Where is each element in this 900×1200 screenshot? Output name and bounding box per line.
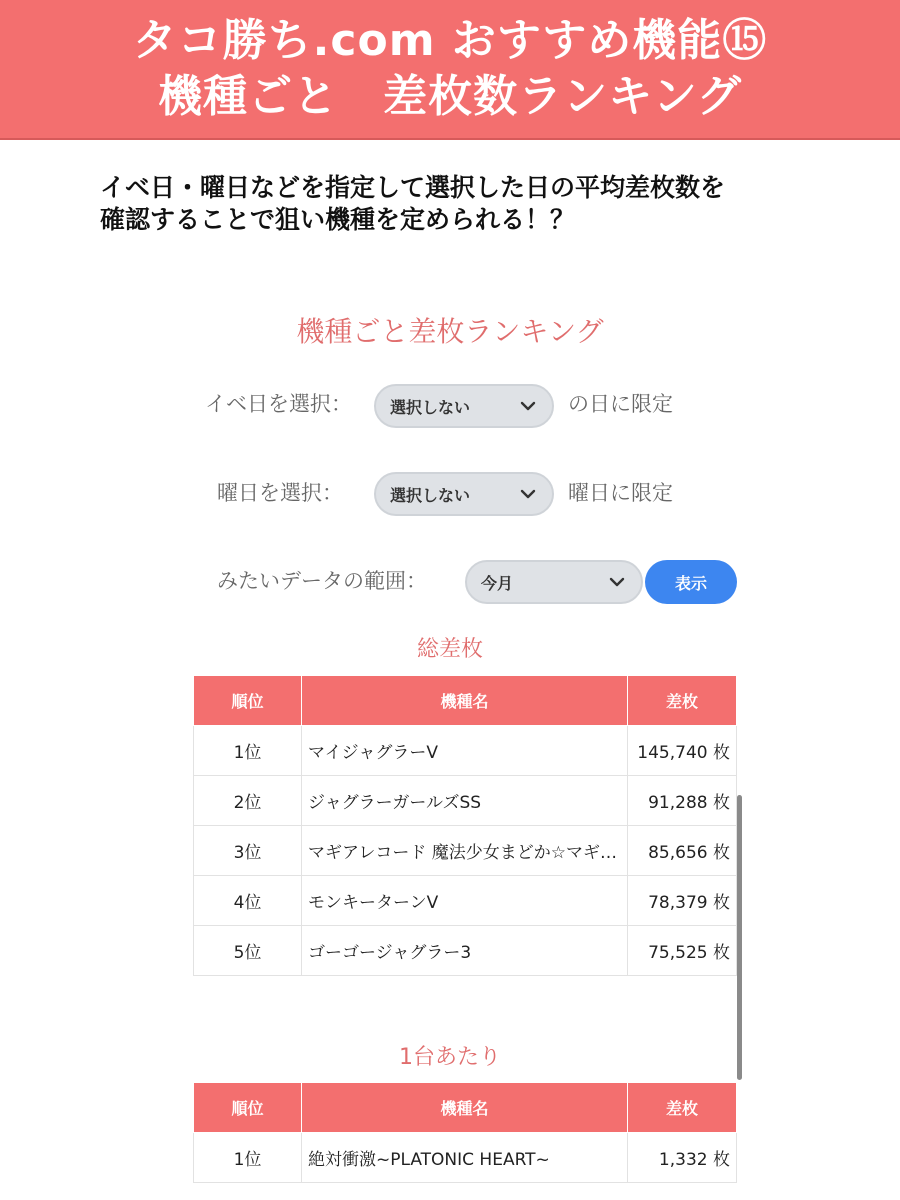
header-rank[interactable]: 順位	[194, 1083, 302, 1133]
machine-name-cell: ゴーゴージャグラー3	[302, 926, 628, 976]
weekday-select[interactable]	[374, 472, 554, 516]
per-unit-title: 1台あたり	[399, 1045, 501, 1070]
banner-title-line-2: 機種ごと 差枚数ランキング	[158, 71, 742, 122]
event-day-select[interactable]	[374, 384, 554, 428]
rank-cell: 5位	[194, 926, 302, 976]
ranking-title: 機種ごと差枚ランキング	[296, 315, 604, 348]
show-button[interactable]: 表示	[645, 560, 737, 604]
header-diff[interactable]: 差枚	[628, 676, 737, 726]
total-diff-title: 総差枚	[416, 637, 483, 662]
table-row[interactable]	[194, 926, 737, 976]
weekday-select-value: 選択しない	[390, 485, 471, 505]
table-row[interactable]	[194, 1133, 737, 1183]
weekday-suffix: 曜日に限定	[568, 481, 673, 505]
intro-text	[100, 172, 820, 236]
diff-cell: 91,288 枚	[628, 776, 737, 826]
header-machine-name[interactable]: 機種名	[302, 676, 628, 726]
table-row[interactable]	[194, 826, 737, 876]
machine-name-cell: マギアレコード 魔法少女まどか☆マギ…	[302, 826, 628, 876]
data-range-label: みたいデータの範囲：	[217, 569, 427, 593]
machine-name-cell: モンキーターンV	[302, 876, 628, 926]
machine-name-cell: 絶対衝激~PLATONIC HEART~	[302, 1133, 628, 1183]
header-machine-name[interactable]: 機種名	[302, 1083, 628, 1133]
table-header-row	[194, 676, 737, 726]
weekday-label: 曜日を選択：	[217, 481, 343, 505]
scrollbar[interactable]	[737, 795, 742, 1080]
diff-cell: 78,379 枚	[628, 876, 737, 926]
intro-line-1: イベ日・曜日などを指定して選択した日の平均差枚数を	[100, 173, 726, 202]
event-day-label: イベ日を選択：	[205, 392, 352, 416]
chevron-down-icon	[607, 572, 627, 592]
data-range-select-value: 今月	[481, 573, 514, 593]
table-row[interactable]	[194, 776, 737, 826]
diff-cell: 85,656 枚	[628, 826, 737, 876]
diff-cell: 75,525 枚	[628, 926, 737, 976]
rank-cell: 1位	[194, 1133, 302, 1183]
intro-line-2: 確認することで狙い機種を定められる！？	[100, 205, 576, 234]
data-range-select[interactable]	[465, 560, 643, 604]
table-header-row	[194, 1083, 737, 1133]
total-diff-table	[193, 675, 737, 976]
chevron-down-icon	[518, 396, 538, 416]
rank-cell: 1位	[194, 726, 302, 776]
banner-title-line-1: タコ勝ち.com おすすめ機能⑮	[132, 15, 768, 66]
header-banner	[0, 0, 900, 140]
table-row[interactable]	[194, 726, 737, 776]
diff-cell: 1,332 枚	[628, 1133, 737, 1183]
ranking-screen	[0, 290, 900, 1200]
diff-cell: 145,740 枚	[628, 726, 737, 776]
event-day-suffix: の日に限定	[568, 392, 673, 416]
header-rank[interactable]: 順位	[194, 676, 302, 726]
rank-cell: 4位	[194, 876, 302, 926]
per-unit-table	[193, 1082, 737, 1183]
table-row[interactable]	[194, 876, 737, 926]
machine-name-cell: マイジャグラーV	[302, 726, 628, 776]
event-day-select-value: 選択しない	[390, 397, 471, 417]
header-diff[interactable]: 差枚	[628, 1083, 737, 1133]
rank-cell: 3位	[194, 826, 302, 876]
rank-cell: 2位	[194, 776, 302, 826]
machine-name-cell: ジャグラーガールズSS	[302, 776, 628, 826]
chevron-down-icon	[518, 484, 538, 504]
